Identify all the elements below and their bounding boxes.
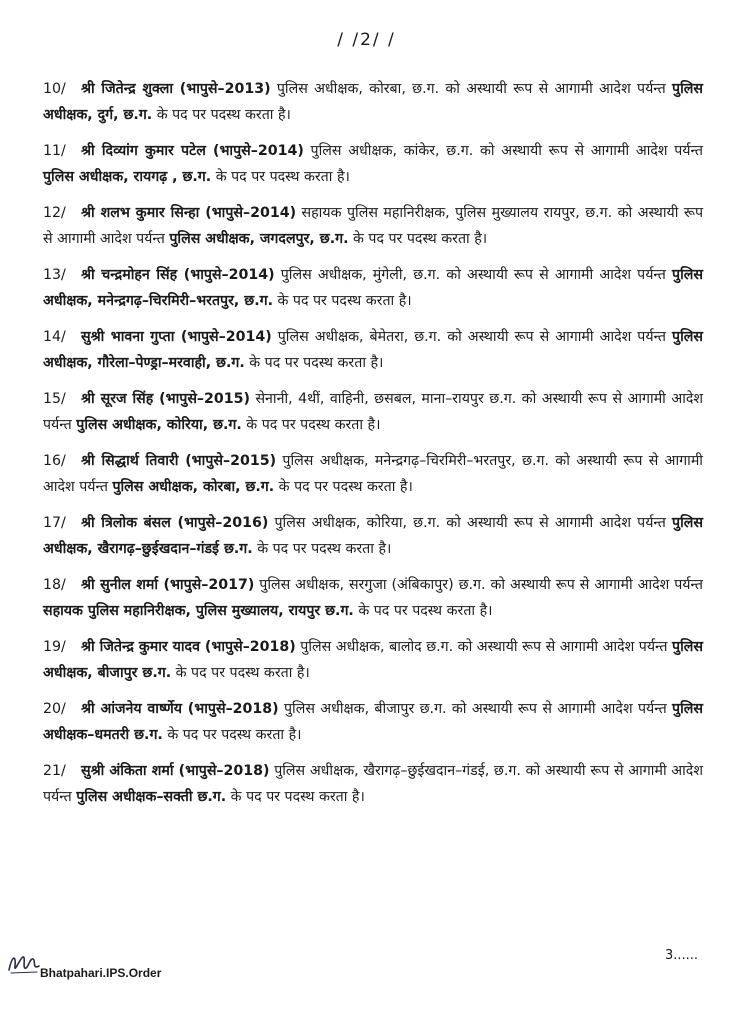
order-entry <box>43 510 703 562</box>
entry-closing: के पद पर पदस्थ करता है। <box>272 293 412 309</box>
officer-name: श्री सुनील शर्मा (भापुसे–2017) <box>81 577 255 593</box>
officer-name: श्री सूरज सिंह (भापुसे–2015) <box>81 391 250 407</box>
order-entry <box>43 262 703 314</box>
new-posting: पुलिस अधीक्षक–धमतरी छ.ग. <box>43 701 703 743</box>
current-posting: पुलिस अधीक्षक, कोरबा, छ.ग. को अस्थायी रूप से आगामी आदेश पर्यन्त <box>270 81 673 97</box>
current-posting: पुलिस अधीक्षक, बीजापुर छ.ग. को अस्थायी रूप से आगामी आदेश पर्यन्त <box>278 701 673 717</box>
new-posting: पुलिस अधीक्षक, जगदलपुर, छ.ग. <box>169 231 349 247</box>
entry-number: 10/ <box>43 81 66 97</box>
officer-name: श्री दिव्यांग कुमार पटेल (भापुसे–2014) <box>81 143 304 159</box>
entry-number: 17/ <box>43 515 66 531</box>
entry-number: 18/ <box>43 577 66 593</box>
current-posting: पुलिस अधीक्षक, बालोद छ.ग. को अस्थायी रूप से आगामी आदेश पर्यन्त <box>295 639 673 655</box>
order-entry <box>43 324 703 376</box>
new-posting: पुलिस अधीक्षक, बीजापुर छ.ग. <box>43 639 703 681</box>
officer-name: श्री त्रिलोक बंसल (भापुसे–2016) <box>81 515 269 531</box>
next-page-indicator: 3...... <box>665 948 699 963</box>
order-entry <box>43 386 703 438</box>
entry-number: 11/ <box>43 143 66 159</box>
new-posting: पुलिस अधीक्षक, मनेन्द्रगढ़–चिरमिरी–भरतपुर, छ.ग. <box>43 267 703 309</box>
officer-name: सुश्री अंकिता शर्मा (भापुसे–2018) <box>81 763 270 779</box>
entry-closing: के पद पर पदस्थ करता है। <box>226 789 365 805</box>
officer-name: श्री सिद्धार्थ तिवारी (भापुसे–2015) <box>81 453 277 469</box>
new-posting: सहायक पुलिस महानिरीक्षक, पुलिस मुख्यालय, रायपुर छ.ग. <box>43 603 354 619</box>
entry-number: 15/ <box>43 391 66 407</box>
entry-closing: के पद पर पदस्थ करता है। <box>348 231 488 247</box>
new-posting: पुलिस अधीक्षक, दुर्ग, छ.ग. <box>43 81 703 123</box>
order-list <box>43 76 703 820</box>
order-entry <box>43 572 703 624</box>
entry-number: 16/ <box>43 453 66 469</box>
new-posting: पुलिस अधीक्षक, खैरागढ़–छुईखदान–गंडई छ.ग. <box>43 515 703 557</box>
entry-closing: के पद पर पदस्थ करता है। <box>252 541 392 557</box>
officer-name: श्री जितेन्द्र कुमार यादव (भापुसे–2018) <box>81 639 296 655</box>
entry-number: 12/ <box>43 205 66 221</box>
new-posting: पुलिस अधीक्षक, गौरेला–पेण्ड्रा–मरवाही, छ.ग. <box>43 329 703 371</box>
entry-number: 14/ <box>43 329 66 345</box>
entry-closing: के पद पर पदस्थ करता है। <box>152 107 291 123</box>
current-posting: सेनानी, 4थीं, वाहिनी, छसबल, माना–रायपुर छ.ग. को अस्थायी रूप से आगामी आदेश पर्यन्त <box>43 391 703 433</box>
order-entry <box>43 200 703 252</box>
officer-name: श्री जितेन्द्र शुक्ला (भापुसे–2013) <box>81 81 271 97</box>
current-posting: पुलिस अधीक्षक, कोरिया, छ.ग. को अस्थायी रूप से आगामी आदेश पर्यन्त <box>268 515 673 531</box>
new-posting: पुलिस अधीक्षक, कोरिया, छ.ग. <box>76 417 242 433</box>
current-posting: पुलिस अधीक्षक, मुंगेली, छ.ग. को अस्थायी रूप से आगामी आदेश पर्यन्त <box>274 267 673 283</box>
officer-name: सुश्री भावना गुप्ता (भापुसे–2014) <box>81 329 272 345</box>
entry-number: 19/ <box>43 639 66 655</box>
entry-closing: के पद पर पदस्थ करता है। <box>241 417 381 433</box>
entry-closing: के पद पर पदस्थ करता है। <box>244 355 384 371</box>
entry-number: 13/ <box>43 267 66 283</box>
entry-number: 21/ <box>43 763 66 779</box>
officer-name: श्री शलभ कुमार सिन्हा (भापुसे–2014) <box>81 205 297 221</box>
order-entry <box>43 634 703 686</box>
entry-closing: के पद पर पदस्थ करता है। <box>211 169 350 185</box>
entry-closing: के पद पर पदस्थ करता है। <box>171 665 310 681</box>
order-entry <box>43 76 703 128</box>
officer-name: श्री चन्द्रमोहन सिंह (भापुसे–2014) <box>81 267 275 283</box>
current-posting: सहायक पुलिस महानिरीक्षक, पुलिस मुख्यालय रायपुर, छ.ग. को अस्थायी रूप से आगामी आदेश पर्यन्त <box>43 205 704 247</box>
order-entry <box>43 758 703 810</box>
footer-label: Bhatpahari.IPS.Order <box>40 966 162 980</box>
current-posting: पुलिस अधीक्षक, बेमेतरा, छ.ग. को अस्थायी रूप से आगामी आदेश पर्यन्त <box>271 329 673 345</box>
new-posting: पुलिस अधीक्षक, कोरबा, छ.ग. <box>112 479 275 495</box>
current-posting: पुलिस अधीक्षक, सरगुजा (अंबिकापुर) छ.ग. को अस्थायी रूप से आगामी आदेश पर्यन्त <box>254 577 703 593</box>
page-number: / /2/ / <box>337 30 396 50</box>
new-posting: पुलिस अधीक्षक, रायगढ़ , छ.ग. <box>43 169 212 185</box>
current-posting: पुलिस अधीक्षक, मनेन्द्रगढ़–चिरमिरी–भरतपुर, छ.ग. को अस्थायी रूप से आगामी आदेश पर्यन्त <box>43 453 703 495</box>
order-entry <box>43 138 703 190</box>
current-posting: पुलिस अधीक्षक, कांकेर, छ.ग. को अस्थायी रूप से आगामी आदेश पर्यन्त <box>303 143 703 159</box>
current-posting: पुलिस अधीक्षक, खैरागढ़–छुईखदान–गंडई, छ.ग. को अस्थायी रूप से आगामी आदेश पर्यन्त <box>43 763 703 805</box>
order-entry <box>43 696 703 748</box>
signature-icon <box>6 948 42 978</box>
entry-closing: के पद पर पदस्थ करता है। <box>162 727 302 743</box>
officer-name: श्री आंजनेय वार्ष्णेय (भापुसे–2018) <box>81 701 279 717</box>
order-entry <box>43 448 703 500</box>
entry-closing: के पद पर पदस्थ करता है। <box>353 603 493 619</box>
new-posting: पुलिस अधीक्षक–सक्ती छ.ग. <box>76 789 227 805</box>
entry-number: 20/ <box>43 701 66 717</box>
entry-closing: के पद पर पदस्थ करता है। <box>274 479 413 495</box>
